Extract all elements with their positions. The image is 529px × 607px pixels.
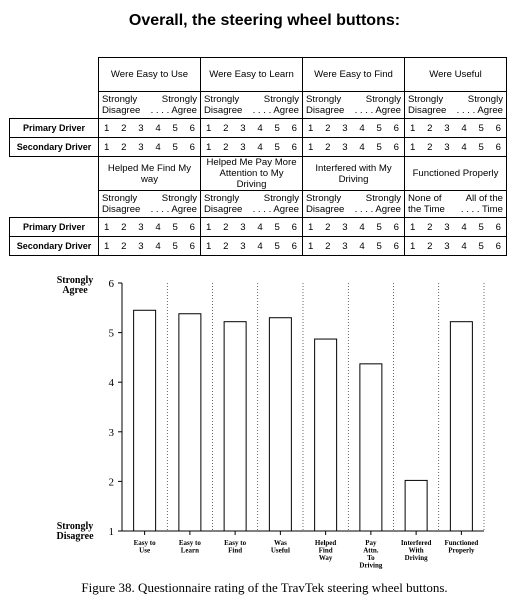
- scale-number: 1: [104, 221, 110, 233]
- row-label-secondary-driver: Secondary Driver: [10, 138, 99, 157]
- scale-number: 2: [223, 221, 229, 233]
- x-tick-label: Interfered: [400, 539, 432, 547]
- scale-number: 3: [240, 221, 246, 233]
- scale-number: 1: [206, 221, 212, 233]
- row-label-secondary-driver: Secondary Driver: [10, 237, 99, 256]
- scale-number: 4: [257, 240, 263, 252]
- x-tick-label: Functioned: [444, 539, 479, 547]
- scale-number: 4: [257, 122, 263, 134]
- scale-number: 4: [359, 141, 365, 153]
- x-tick-label: Way: [318, 554, 333, 562]
- scale-anchor-text: Strongly: [204, 94, 240, 105]
- scale-number: 2: [223, 122, 229, 134]
- scale-anchor-text: Strongly: [408, 94, 444, 105]
- scale-number: 2: [121, 122, 127, 134]
- scale-number: 6: [291, 221, 297, 233]
- bar: [450, 322, 472, 531]
- scale-number: 5: [172, 122, 178, 134]
- scale-number: 3: [240, 122, 246, 134]
- scale-number: 6: [393, 221, 399, 233]
- bar: [360, 364, 382, 531]
- scale-anchor-text: Disagree: [306, 204, 345, 215]
- scale-anchor-text: Strongly: [365, 193, 401, 204]
- x-tick-label: Was: [273, 539, 287, 547]
- scale-anchor-text: . . . . Agree: [354, 105, 401, 116]
- scale-number: 2: [427, 141, 433, 153]
- scale-number: 6: [495, 141, 501, 153]
- figure-caption: Figure 38. Questionnaire rating of the TravTek steering wheel buttons.: [81, 580, 448, 595]
- scale-number: 5: [274, 141, 280, 153]
- scale-number: 6: [393, 141, 399, 153]
- question-header: Interfered with My Driving: [303, 157, 405, 191]
- scale-number: 2: [325, 240, 331, 252]
- bar: [134, 310, 156, 531]
- question-header: Were Easy to Learn: [201, 58, 303, 92]
- scale-number: 4: [359, 221, 365, 233]
- scale-anchor-text: . . . . Time: [460, 204, 503, 215]
- scale-number: 4: [257, 141, 263, 153]
- scale-number: 5: [172, 141, 178, 153]
- scale-number: 1: [410, 122, 416, 134]
- scale-number: 6: [291, 141, 297, 153]
- scale-number: 3: [342, 141, 348, 153]
- scale-number: 4: [257, 221, 263, 233]
- scale-number: 4: [155, 221, 161, 233]
- rating-bar-chart: [0, 265, 529, 577]
- scale-anchor-text: Strongly: [161, 193, 197, 204]
- scale-number: 4: [461, 221, 467, 233]
- question-header: Were Easy to Use: [99, 58, 201, 92]
- y-label-top: Agree: [62, 285, 88, 296]
- x-tick-label: Properly: [448, 546, 475, 555]
- scale-anchor-text: Disagree: [408, 105, 447, 116]
- scale-anchor-text: Strongly: [467, 94, 503, 105]
- scale-anchor-text: Strongly: [306, 94, 342, 105]
- scale-anchor-text: . . . . Agree: [150, 204, 197, 215]
- scale-number: 4: [359, 122, 365, 134]
- scale-number: 1: [308, 122, 314, 134]
- x-tick-label: Find: [318, 546, 333, 555]
- scale-number: 1: [410, 221, 416, 233]
- question-header: Were Easy to Find: [303, 58, 405, 92]
- scale-number: 4: [461, 141, 467, 153]
- scale-number: 5: [274, 221, 280, 233]
- scale-number: 3: [444, 122, 450, 134]
- scale-anchor-cell: [201, 191, 303, 218]
- scale-anchor-cell: [405, 191, 507, 218]
- scale-anchor-text: . . . . Agree: [252, 105, 299, 116]
- x-tick-label: Easy to: [133, 539, 156, 547]
- scale-number: 3: [444, 221, 450, 233]
- scale-number: 1: [104, 240, 110, 252]
- scale-number: 1: [206, 141, 212, 153]
- scale-number: 1: [308, 141, 314, 153]
- scale-anchor-text: Strongly: [263, 94, 299, 105]
- x-tick-label: Easy to: [178, 539, 201, 547]
- scale-number: 3: [240, 240, 246, 252]
- scale-number: 5: [274, 122, 280, 134]
- scale-number: 2: [427, 221, 433, 233]
- question-header: Helped Me Pay More Attention to My Driving: [201, 157, 303, 191]
- x-tick-label: Helped: [314, 539, 337, 547]
- scale-anchor-text: All of the: [465, 193, 503, 204]
- x-tick-label: Find: [228, 546, 243, 555]
- scale-number: 1: [410, 240, 416, 252]
- scale-anchor-text: Strongly: [102, 94, 138, 105]
- scale-number: 5: [274, 240, 280, 252]
- scale-number: 6: [495, 240, 501, 252]
- y-tick-label: 3: [108, 426, 114, 439]
- scale-anchor-text: . . . . Agree: [456, 105, 503, 116]
- y-tick-label: 2: [108, 476, 114, 489]
- scale-number: 1: [104, 122, 110, 134]
- scale-anchor-text: Strongly: [102, 193, 138, 204]
- x-tick-label: Use: [139, 546, 151, 555]
- scale-number: 3: [240, 141, 246, 153]
- scale-number: 6: [393, 122, 399, 134]
- scale-number: 3: [138, 122, 144, 134]
- scale-anchor-text: Disagree: [204, 105, 243, 116]
- scale-anchor-cell: [303, 191, 405, 218]
- y-tick-label: 1: [108, 526, 114, 538]
- scale-number: 1: [206, 240, 212, 252]
- x-tick-label: To: [367, 554, 375, 562]
- scale-number: 2: [325, 141, 331, 153]
- scale-number: 2: [121, 221, 127, 233]
- question-header: Helped Me Find My way: [99, 157, 201, 191]
- scale-number: 2: [325, 122, 331, 134]
- scale-number: 1: [308, 240, 314, 252]
- x-tick-label: Learn: [180, 546, 200, 555]
- scale-number: 5: [376, 141, 382, 153]
- scale-anchor-cell: [303, 92, 405, 119]
- scale-number: 5: [376, 221, 382, 233]
- scale-number: 3: [138, 240, 144, 252]
- scale-anchor-cell: [405, 92, 507, 119]
- scale-anchor-text: Strongly: [306, 193, 342, 204]
- scale-number: 2: [223, 240, 229, 252]
- scale-number: 6: [189, 221, 195, 233]
- scale-number: 5: [172, 221, 178, 233]
- scale-anchor-cell: [99, 191, 201, 218]
- y-label-bottom: Disagree: [56, 531, 94, 542]
- scale-number: 6: [393, 240, 399, 252]
- scale-number: 1: [308, 221, 314, 233]
- x-tick-label: Easy to: [224, 539, 247, 547]
- scale-number: 4: [359, 240, 365, 252]
- scale-anchor-text: Disagree: [204, 204, 243, 215]
- scale-number: 6: [291, 122, 297, 134]
- scale-number: 5: [376, 122, 382, 134]
- scale-number: 6: [189, 141, 195, 153]
- row-label-primary-driver: Primary Driver: [10, 119, 99, 138]
- scale-number: 5: [376, 240, 382, 252]
- scale-number: 2: [121, 240, 127, 252]
- scale-number: 1: [104, 141, 110, 153]
- scale-number: 2: [325, 221, 331, 233]
- scale-anchor-cell: [99, 92, 201, 119]
- scale-anchor-text: Strongly: [365, 94, 401, 105]
- scale-anchor-text: Strongly: [204, 193, 240, 204]
- y-tick-label: 5: [108, 327, 114, 340]
- scale-number: 1: [206, 122, 212, 134]
- x-tick-label: Attn.: [363, 546, 379, 555]
- scale-number: 2: [427, 240, 433, 252]
- scale-number: 5: [478, 221, 484, 233]
- x-tick-label: Driving: [359, 561, 383, 570]
- scale-number: 5: [478, 122, 484, 134]
- scale-number: 3: [444, 141, 450, 153]
- scale-number: 5: [478, 141, 484, 153]
- bar: [315, 339, 337, 531]
- scale-number: 1: [410, 141, 416, 153]
- scale-anchor-cell: [201, 92, 303, 119]
- scale-anchor-text: Disagree: [306, 105, 345, 116]
- x-tick-label: Driving: [404, 554, 428, 562]
- scale-number: 3: [342, 221, 348, 233]
- scale-anchor-text: . . . . Agree: [150, 105, 197, 116]
- scale-anchor-text: the Time: [408, 204, 445, 215]
- scale-number: 5: [478, 240, 484, 252]
- scale-number: 4: [155, 240, 161, 252]
- row-label-primary-driver: Primary Driver: [10, 218, 99, 237]
- x-tick-label: With: [408, 546, 424, 555]
- scale-number: 2: [223, 141, 229, 153]
- question-header: Functioned Properly: [405, 157, 507, 191]
- scale-number: 6: [189, 240, 195, 252]
- scale-anchor-text: . . . . Agree: [252, 204, 299, 215]
- scale-number: 2: [427, 122, 433, 134]
- scale-number: 6: [495, 221, 501, 233]
- scale-number: 3: [138, 141, 144, 153]
- y-label-top: Strongly: [56, 275, 94, 286]
- scale-anchor-text: Strongly: [263, 193, 299, 204]
- bar: [179, 314, 201, 531]
- x-tick-label: Pay: [365, 539, 377, 547]
- scale-number: 6: [291, 240, 297, 252]
- scale-number: 3: [342, 122, 348, 134]
- x-tick-label: Useful: [270, 546, 290, 555]
- bar: [224, 322, 246, 531]
- y-tick-label: 4: [108, 377, 114, 390]
- scale-anchor-text: None of: [408, 193, 442, 204]
- scale-number: 4: [461, 240, 467, 252]
- page-title: Overall, the steering wheel buttons:: [128, 12, 401, 29]
- scale-anchor-text: . . . . Agree: [354, 204, 401, 215]
- scale-number: 4: [461, 122, 467, 134]
- bar: [405, 480, 427, 531]
- scale-number: 6: [495, 122, 501, 134]
- scale-number: 2: [121, 141, 127, 153]
- scale-number: 4: [155, 141, 161, 153]
- scale-number: 3: [342, 240, 348, 252]
- scale-anchor-text: Disagree: [102, 204, 141, 215]
- scale-anchor-text: Strongly: [161, 94, 197, 105]
- scale-number: 4: [155, 122, 161, 134]
- bar: [269, 318, 291, 531]
- scale-number: 6: [189, 122, 195, 134]
- question-header: Were Useful: [405, 58, 507, 92]
- y-tick-label: 6: [108, 278, 114, 290]
- scale-anchor-text: Disagree: [102, 105, 141, 116]
- scale-number: 3: [138, 221, 144, 233]
- scale-number: 3: [444, 240, 450, 252]
- y-label-bottom: Strongly: [56, 521, 94, 532]
- survey-table: [9, 57, 507, 256]
- scale-number: 5: [172, 240, 178, 252]
